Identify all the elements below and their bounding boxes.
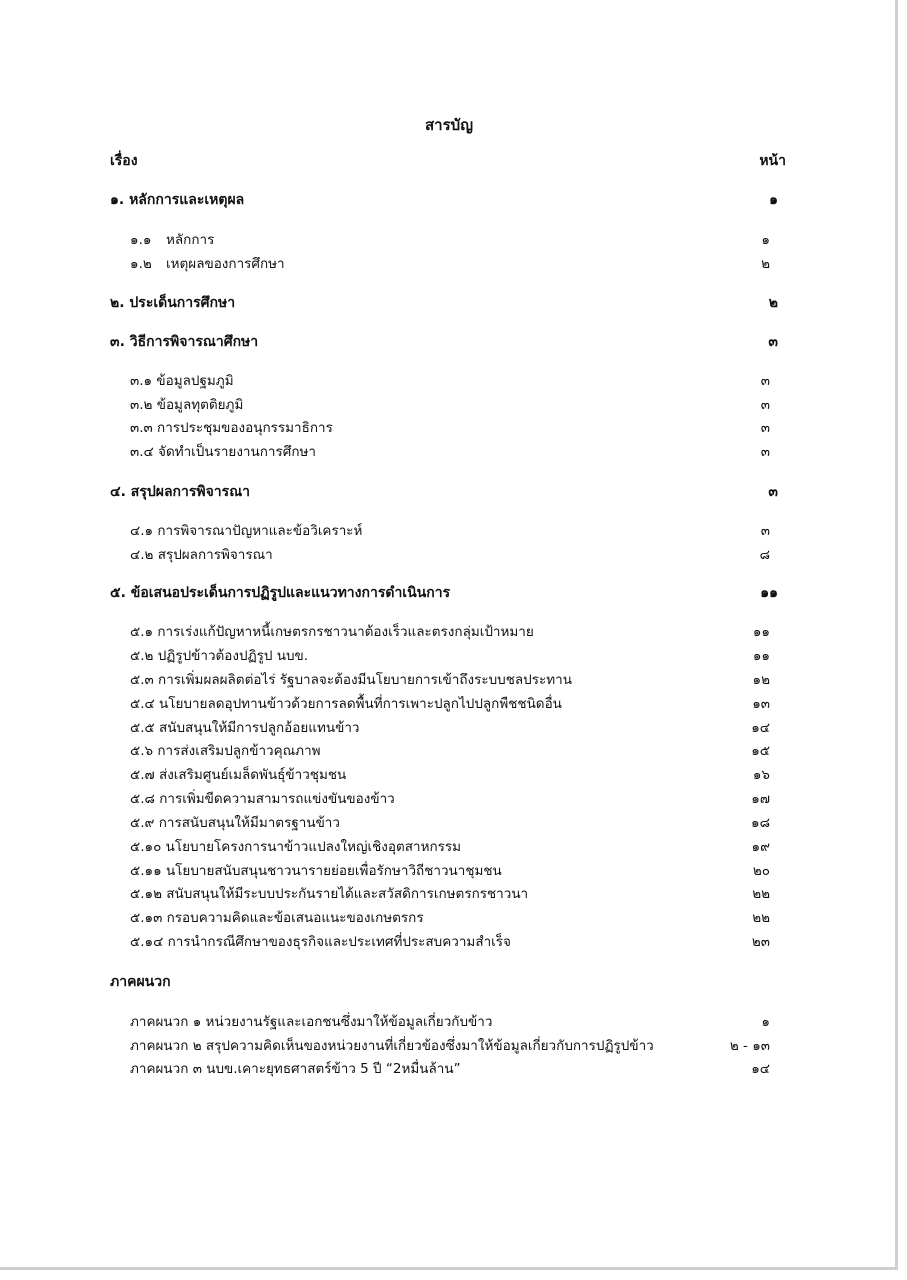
toc-section: ๕. ข้อเสนอประเด็นการปฏิรูปและแนวทางการดำเนินการ ๑๑ — [110, 585, 778, 601]
topic-column-label: เรื่อง — [110, 153, 138, 169]
toc-item: ๕.๒ ปฏิรูปข้าวต้องปฏิรูป นบข. ๑๑ — [130, 648, 770, 664]
toc-appendix-heading: ภาคผนวก — [110, 974, 171, 990]
toc-section: ๑. หลักการและเหตุผล ๑ — [110, 192, 778, 208]
toc-item: ภาคผนวก ๓ นบข.เคาะยุทธศาสตร์ข้าว 5 ปี “2หมื่นล้าน” ๑๔ — [130, 1061, 770, 1077]
toc-item: ภาคผนวก ๑ หน่วยงานรัฐและเอกชนซึ่งมาให้ข้อมูลเกี่ยวกับข้าว ๑ — [130, 1014, 770, 1030]
toc-section: ๓. วิธีการพิจารณาศึกษา ๓ — [110, 334, 778, 350]
toc-item: ๕.๕ สนับสนุนให้มีการปลูกอ้อยแทนข้าว ๑๔ — [130, 720, 770, 736]
toc-item: ๓.๓ การประชุมของอนุกรรมาธิการ ๓ — [130, 420, 770, 436]
toc-item: ๓.๒ ข้อมูลทุตติยภูมิ ๓ — [130, 397, 770, 413]
toc-item: ๑.๒ เหตุผลของการศึกษา ๒ — [130, 256, 770, 272]
page-column-label: หน้า — [759, 153, 786, 169]
toc-item: ๕.๑๒ สนับสนุนให้มีระบบประกันรายได้และสวัสดิการเกษตรกรชาวนา ๒๒ — [130, 886, 770, 902]
toc-section: ๒. ประเด็นการศึกษา ๒ — [110, 295, 778, 311]
toc-section: ๔. สรุปผลการพิจารณา ๓ — [110, 484, 778, 500]
toc-item: ๔.๒ สรุปผลการพิจารณา ๘ — [130, 547, 770, 563]
toc-item: ๕.๘ การเพิ่มขีดความสามารถแข่งขันของข้าว ๑๗ — [130, 791, 770, 807]
toc-item: ๕.๑๑ นโยบายสนับสนุนชาวนารายย่อยเพื่อรักษาวิถีชาวนาชุมชน ๒๐ — [130, 863, 770, 879]
toc-item: ๕.๗ ส่งเสริมศูนย์เมล็ดพันธุ์ข้าวชุมชน ๑๖ — [130, 767, 770, 783]
toc-item: ๕.๖ การส่งเสริมปลูกข้าวคุณภาพ ๑๕ — [130, 743, 770, 759]
toc-item: ๕.๑๔ การนำกรณีศึกษาของธุรกิจและประเทศที่ประสบความสำเร็จ ๒๓ — [130, 934, 770, 950]
toc-item: ๕.๓ การเพิ่มผลผลิตต่อไร่ รัฐบาลจะต้องมีนโยบายการเข้าถึงระบบชลประทาน ๑๒ — [130, 672, 770, 688]
toc-title: สารบัญ — [425, 116, 473, 134]
toc-header-row — [0, 150, 898, 172]
toc-item: ภาคผนวก ๒ สรุปความคิดเห็นของหน่วยงานที่เกี่ยวข้องซึ่งมาให้ข้อมูลเกี่ยวกับการปฏิรูปข้าว ๒ - ๑๓ — [130, 1038, 770, 1054]
toc-item: ๕.๑๓ กรอบความคิดและข้อเสนอแนะของเกษตรกร ๒๒ — [130, 910, 770, 926]
toc-item: ๓.๑ ข้อมูลปฐมภูมิ ๓ — [130, 373, 770, 389]
toc-item: ๕.๙ การสนับสนุนให้มีมาตรฐานข้าว ๑๘ — [130, 815, 770, 831]
toc-item: ๓.๔ จัดทำเป็นรายงานการศึกษา ๓ — [130, 444, 770, 460]
toc-item: ๔.๑ การพิจารณาปัญหาและข้อวิเคราะห์ ๓ — [130, 523, 770, 539]
toc-item: ๕.๑ การเร่งแก้ปัญหาหนี้เกษตรกรชาวนาต้องเร็วและตรงกลุ่มเป้าหมาย ๑๑ — [130, 624, 770, 640]
toc-item: ๑.๑ หลักการ ๑ — [130, 232, 770, 248]
toc-item: ๕.๑๐ นโยบายโครงการนาข้าวแปลงใหญ่เชิงอุตสาหกรรม ๑๙ — [130, 839, 770, 855]
toc-item: ๕.๔ นโยบายลดอุปทานข้าวด้วยการลดพื้นที่การเพาะปลูกไปปลูกพืชชนิดอื่น ๑๓ — [130, 696, 770, 712]
